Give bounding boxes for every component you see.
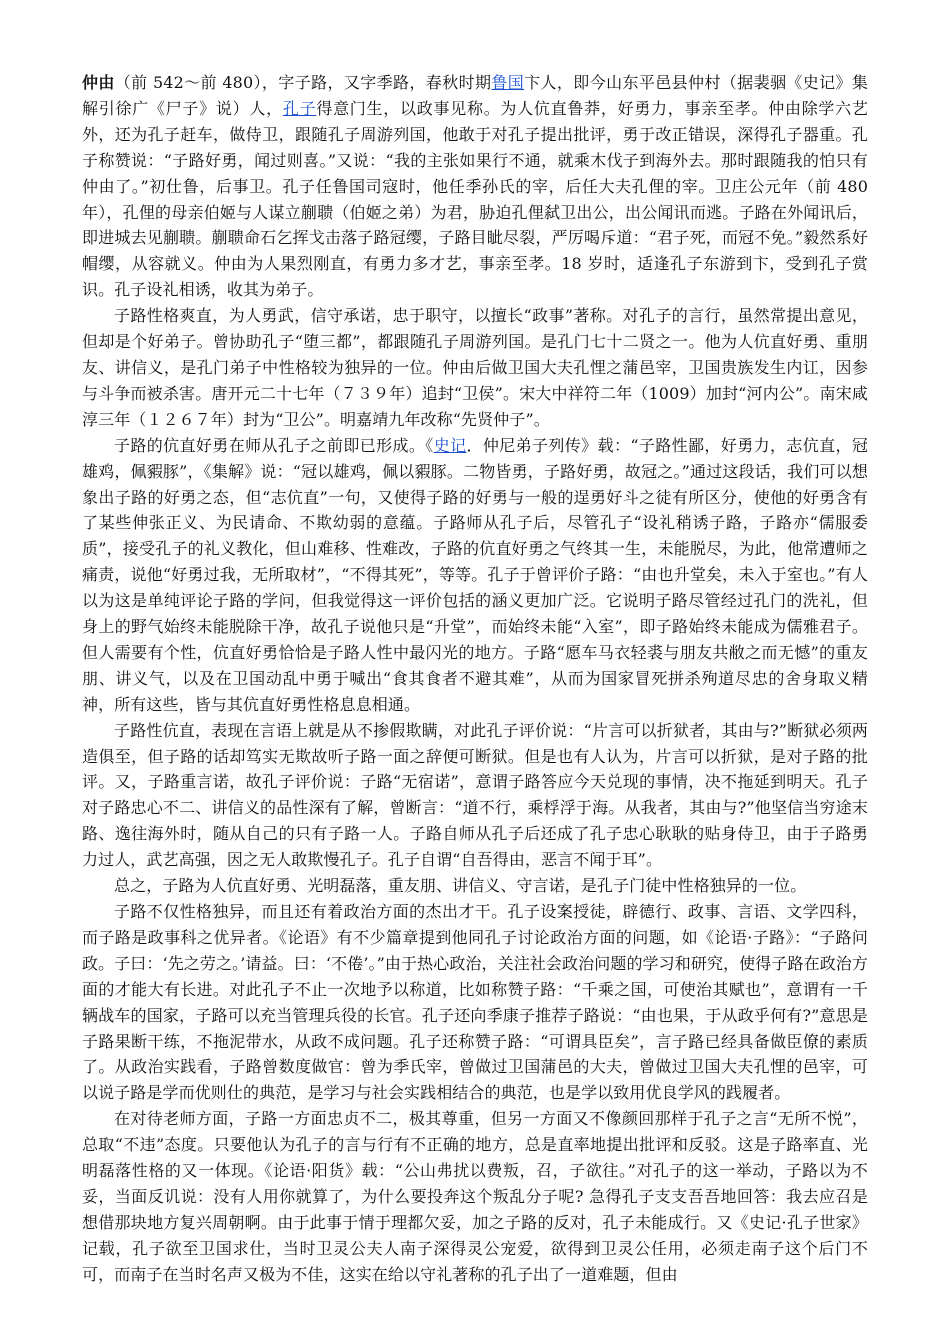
text-segment: 卞人，即今山东平邑县仲村（据裴骃《史记》集解引徐广《尸子》说）人， [82, 73, 868, 118]
text-segment: ．仲尼弟子列传》载：“子路性鄙，好勇力，志伉直，冠雄鸡，佩豭豚”，《集解》说：“冠以雄鸡，佩以豭豚。二物皆勇，子路好勇，故冠之。”通过这段话，我们可以想象出子路的好勇之态，但“志伉直”一句，又使得子路的好勇与一般的逞勇好斗之徒有所区分，使他的好勇含有了某些伸张正义、为民请命、不欺幼弱的意蕴。子路师从孔子后，尽管孔子“设礼稍诱子路，子路亦“儒服委质”，接受孔子的礼义教化，但山难移、性难改，子路的伉直好勇之气终其一生，未能脱尽，为此，他常遭师之痛责，说他“好勇过我，无所取材”，“不得其死”，等等。孔子于曾评价子路：“由也升堂矣，未入于室也。”有人以为这是单纯评论子路的学问，但我觉得这一评价包括的涵义更加广泛。它说明子路尽管经过孔门的洗礼，但身上的野气始终未能脱除干净，故孔子说他只是“升堂”，而始终未能“入室”，即子路始终未能成为儒雅君子。但人需要有个性，伉直好勇恰恰是子路人性中最闪光的地方。子路“愿车马衣轻裘与朋友共敝之而无憾”的重友朋、讲义气，以及在卫国动乱中勇于喊出“食其食者不避其难”，从而为国家冒死拼杀殉道尽忠的舍身取义精神，所有这些，皆与其伉直好勇性格息息相通。 [82, 435, 868, 714]
paragraph-character: 子路性格爽直，为人勇武，信守承诺，忠于职守，以擅长“政事”著称。对孔子的言行，虽然常提出意见，但却是个好弟子。曾协助孔子“堕三都”，都跟随孔子周游列国。是孔门七十二贤之一。他为人伉直好勇、重朋友、讲信义，是孔门弟子中性格较为独异的一位。仲由后做卫国大夫孔悝之蒲邑宰，卫国贵族发生内讧，因参与斗争而被杀害。唐开元二十七年（７３９年）追封“卫侯”。宋大中祥符二年（1009）加封“河内公”。南宋咸淳三年（１２６７年）封为“卫公”。明嘉靖九年改称“先贤仲子”。 [82, 306, 868, 429]
paragraph-speech: 子路性伉直，表现在言语上就是从不掺假欺瞒，对此孔子评价说：“片言可以折狱者，其由与?”断狱必须两造俱至，但子路的话却笃实无欺故听子路一面之辞便可断狱。但是也有人认为，片言可以折狱，是对子路的批评。又，子路重言诺，故孔子评价说：子路“无宿诺”，意谓子路答应今天兑现的事情，决不拖延到明天。孔子对子路忠心不二、讲信义的品性深有了解，曾断言：“道不行，乘桴浮于海。从我者，其由与?”他坚信当穷途末路、逸往海外时，随从自己的只有子路一人。子路自师从孔子后还成了孔子忠心耿耿的贴身侍卫，由于子路勇力过人，武艺高强，因之无人敢欺慢孔子。孔子自谓“自吾得由，恶言不闻于耳”。 [82, 720, 868, 870]
person-name: 仲由 [82, 73, 115, 92]
link-kongzi[interactable]: 孔子 [282, 98, 317, 118]
text-segment: 子路的伉直好勇在师从孔子之前即已形成。《 [114, 435, 434, 455]
text-segment: （前 542～前 480），字子路，又字季路，春秋时期 [114, 73, 492, 92]
paragraph-courage [82, 433, 868, 718]
paragraph-politics: 子路不仅性格独异，而且还有着政治方面的杰出才干。孔子设案授徒，辟德行、政事、言语、文学四科，而子路是政事科之优异者。《论语》有不少篇章提到他同孔子讨论政治方面的问题，如《论语·子路》：“子路问政。子曰：‘先之劳之。’请益。曰：‘不倦’。”由于热心政治，关注社会政治问题的学习和研究，使得子路在政治方面的才能大有长进。对此孔子不止一次地予以称道，比如称赞子路：“千乘之国，可使治其赋也”，意谓有一千辆战车的国家，子路可以充当管理兵役的长官。孔子还向季康子推荐子路说：“由也果，于从政乎何有?”意思是子路果断干练，不拖泥带水，从政不成问题。孔子还称赞子路：“可谓具臣矣”，言子路已经具备做臣僚的素质了。从政治实践看，子路曾数度做官：曾为季氏宰，曾做过卫国蒲邑的大夫，曾做过卫国大夫孔悝的邑宰，可以说子路是学而优则仕的典范，是学习与社会实践相结合的典范，也是学以致用优良学风的践履者。 [82, 902, 868, 1103]
paragraph-summary: 总之，子路为人伉直好勇、光明磊落，重友朋、讲信义、守言诺，是孔子门徒中性格独异的一位。 [114, 876, 807, 896]
link-shiji[interactable]: 史记 [433, 435, 467, 455]
paragraph-intro [82, 70, 868, 303]
text-segment: 得意门生，以政事见称。为人伉直鲁莽，好勇力，事亲至孝。仲由除学六艺外，还为孔子赶车，做侍卫，跟随孔子周游列国，他敢于对孔子提出批评，勇于改正错误，深得孔子器重。孔子称赞说：“子路好勇，闻过则喜。”又说：“我的主张如果行不通，就乘木伐子到海外去。那时跟随我的怕只有仲由了。”初仕鲁，后事卫。孔子任鲁国司寇时，他任季孙氏的宰，后任大夫孔俚的宰。卫庄公元年（前 480 年），孔俚的母亲伯姬与人谋立蒯聩（伯姬之弟）为君，胁迫孔俚弑卫出公，出公闻讯而逃。子路在外闻讯后，即进城去见蒯聩。蒯聩命石乞挥戈击落子路冠缨，子路目眦尽裂，严厉喝斥道：“君子死，而冠不免。”毅然系好帽缨，从容就义。仲由为人果烈刚直，有勇力多才艺，事亲至孝。18 岁时，适逢孔子东游到卞，受到孔子赏识。孔子设礼相诱，收其为弟子。 [82, 98, 868, 300]
paragraph-teacher: 在对待老师方面，子路一方面忠贞不二，极其尊重，但另一方面又不像颜回那样于孔子之言“无所不悦”，总取“不违”态度。只要他认为孔子的言与行有不正确的地方，总是直率地提出批评和反驳。这是子路率直、光明磊落性格的又一体现。《论语·阳货》载：“公山弗扰以费叛，召，子欲往。”对孔子的这一举动，子路以为不妥，当面反讥说：没有人用你就算了，为什么要投奔这个叛乱分子呢? 急得孔子支支吾吾地回答：我去应召是想借那块地方复兴周朝啊。由于此事于情于理都欠妥，加之子路的反对，孔子未能成行。又《史记·孔子世家》记载，孔子欲至卫国求仕，当时卫灵公夫人南子深得灵公宠爱，欲得到卫灵公任用，必须走南子这个后门不可，而南子在当时名声又极为不佳，这实在给以守礼著称的孔子出了一道难题，但由 [82, 1109, 868, 1284]
link-luguo[interactable]: 鲁国 [491, 73, 525, 92]
